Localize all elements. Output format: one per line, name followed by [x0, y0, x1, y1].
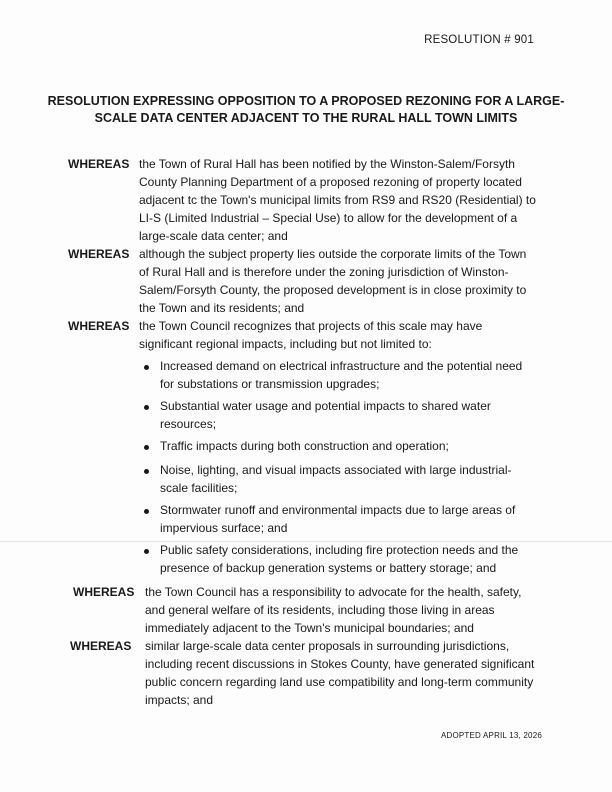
clause-text: the Town Council recognizes that projects of this scale may have significant regional impacts, including but not limited to: — [139, 319, 483, 351]
clause-text: similar large-scale data center proposals in surrounding jurisdictions, including recent discussions in Stokes County, have generated significant public concern regarding land use compatibility and long-term community impacts; and — [145, 639, 535, 707]
bullet-icon — [144, 509, 149, 514]
bullet-icon — [144, 469, 149, 474]
impact-text: Increased demand on electrical infrastructure and the potential need for substations or transmission upgrades; — [160, 359, 523, 391]
clause-text: the Town of Rural Hall has been notified by the Winston-Salem/Forsyth County Planning Department of a proposed rezoning of property located adjacent tc the Town's municipal limits from RS9 and RS20 (Residential) to LI-S (Limited Industrial – Special Use) to allow for the development of a large-scale data center; and — [139, 157, 536, 243]
bullet-icon — [144, 445, 149, 450]
adopted-date: ADOPTED APRIL 13, 2026 — [440, 731, 542, 740]
scan-artifact-line — [0, 541, 612, 542]
bullet-icon — [144, 405, 149, 410]
resolution-number: RESOLUTION # 901 — [424, 34, 534, 46]
impact-text: Noise, lighting, and visual impacts associated with large industrial-scale facilities; — [160, 463, 512, 495]
bullet-icon — [144, 549, 149, 554]
impact-text: Stormwater runoff and environmental impacts due to large areas of impervious surface; and — [160, 503, 516, 535]
impact-text: Public safety considerations, including fire protection needs and the presence of backup generation systems or battery storage; and — [160, 543, 519, 575]
resolution-title: RESOLUTION EXPRESSING OPPOSITION TO A PROPOSED REZONING FOR A LARGE-SCALE DATA CENTER ADJACENT TO THE RURAL HALL TOWN LIMITS — [47, 94, 565, 125]
bullet-icon — [144, 365, 149, 370]
whereas-label: WHEREAS — [68, 247, 130, 261]
whereas-label: WHEREAS — [68, 157, 130, 171]
whereas-label: WHEREAS — [68, 319, 130, 333]
clause-text: the Town Council has a responsibility to advocate for the health, safety, and general welfare of its residents, including those living in areas immediately adjacent to the Town's municipal boundaries; and — [145, 585, 522, 635]
impact-text: Traffic impacts during both construction and operation; — [160, 439, 449, 453]
whereas-label: WHEREAS — [70, 639, 132, 653]
clause-text: although the subject property lies outside the corporate limits of the Town of Rural Hall and is therefore under the zoning jurisdiction of Winston-Salem/Forsyth County, the proposed development is in close proximity to the Town and its residents; and — [139, 247, 527, 315]
impact-text: Substantial water usage and potential impacts to shared water resources; — [160, 399, 491, 431]
whereas-label: WHEREAS — [73, 585, 135, 599]
